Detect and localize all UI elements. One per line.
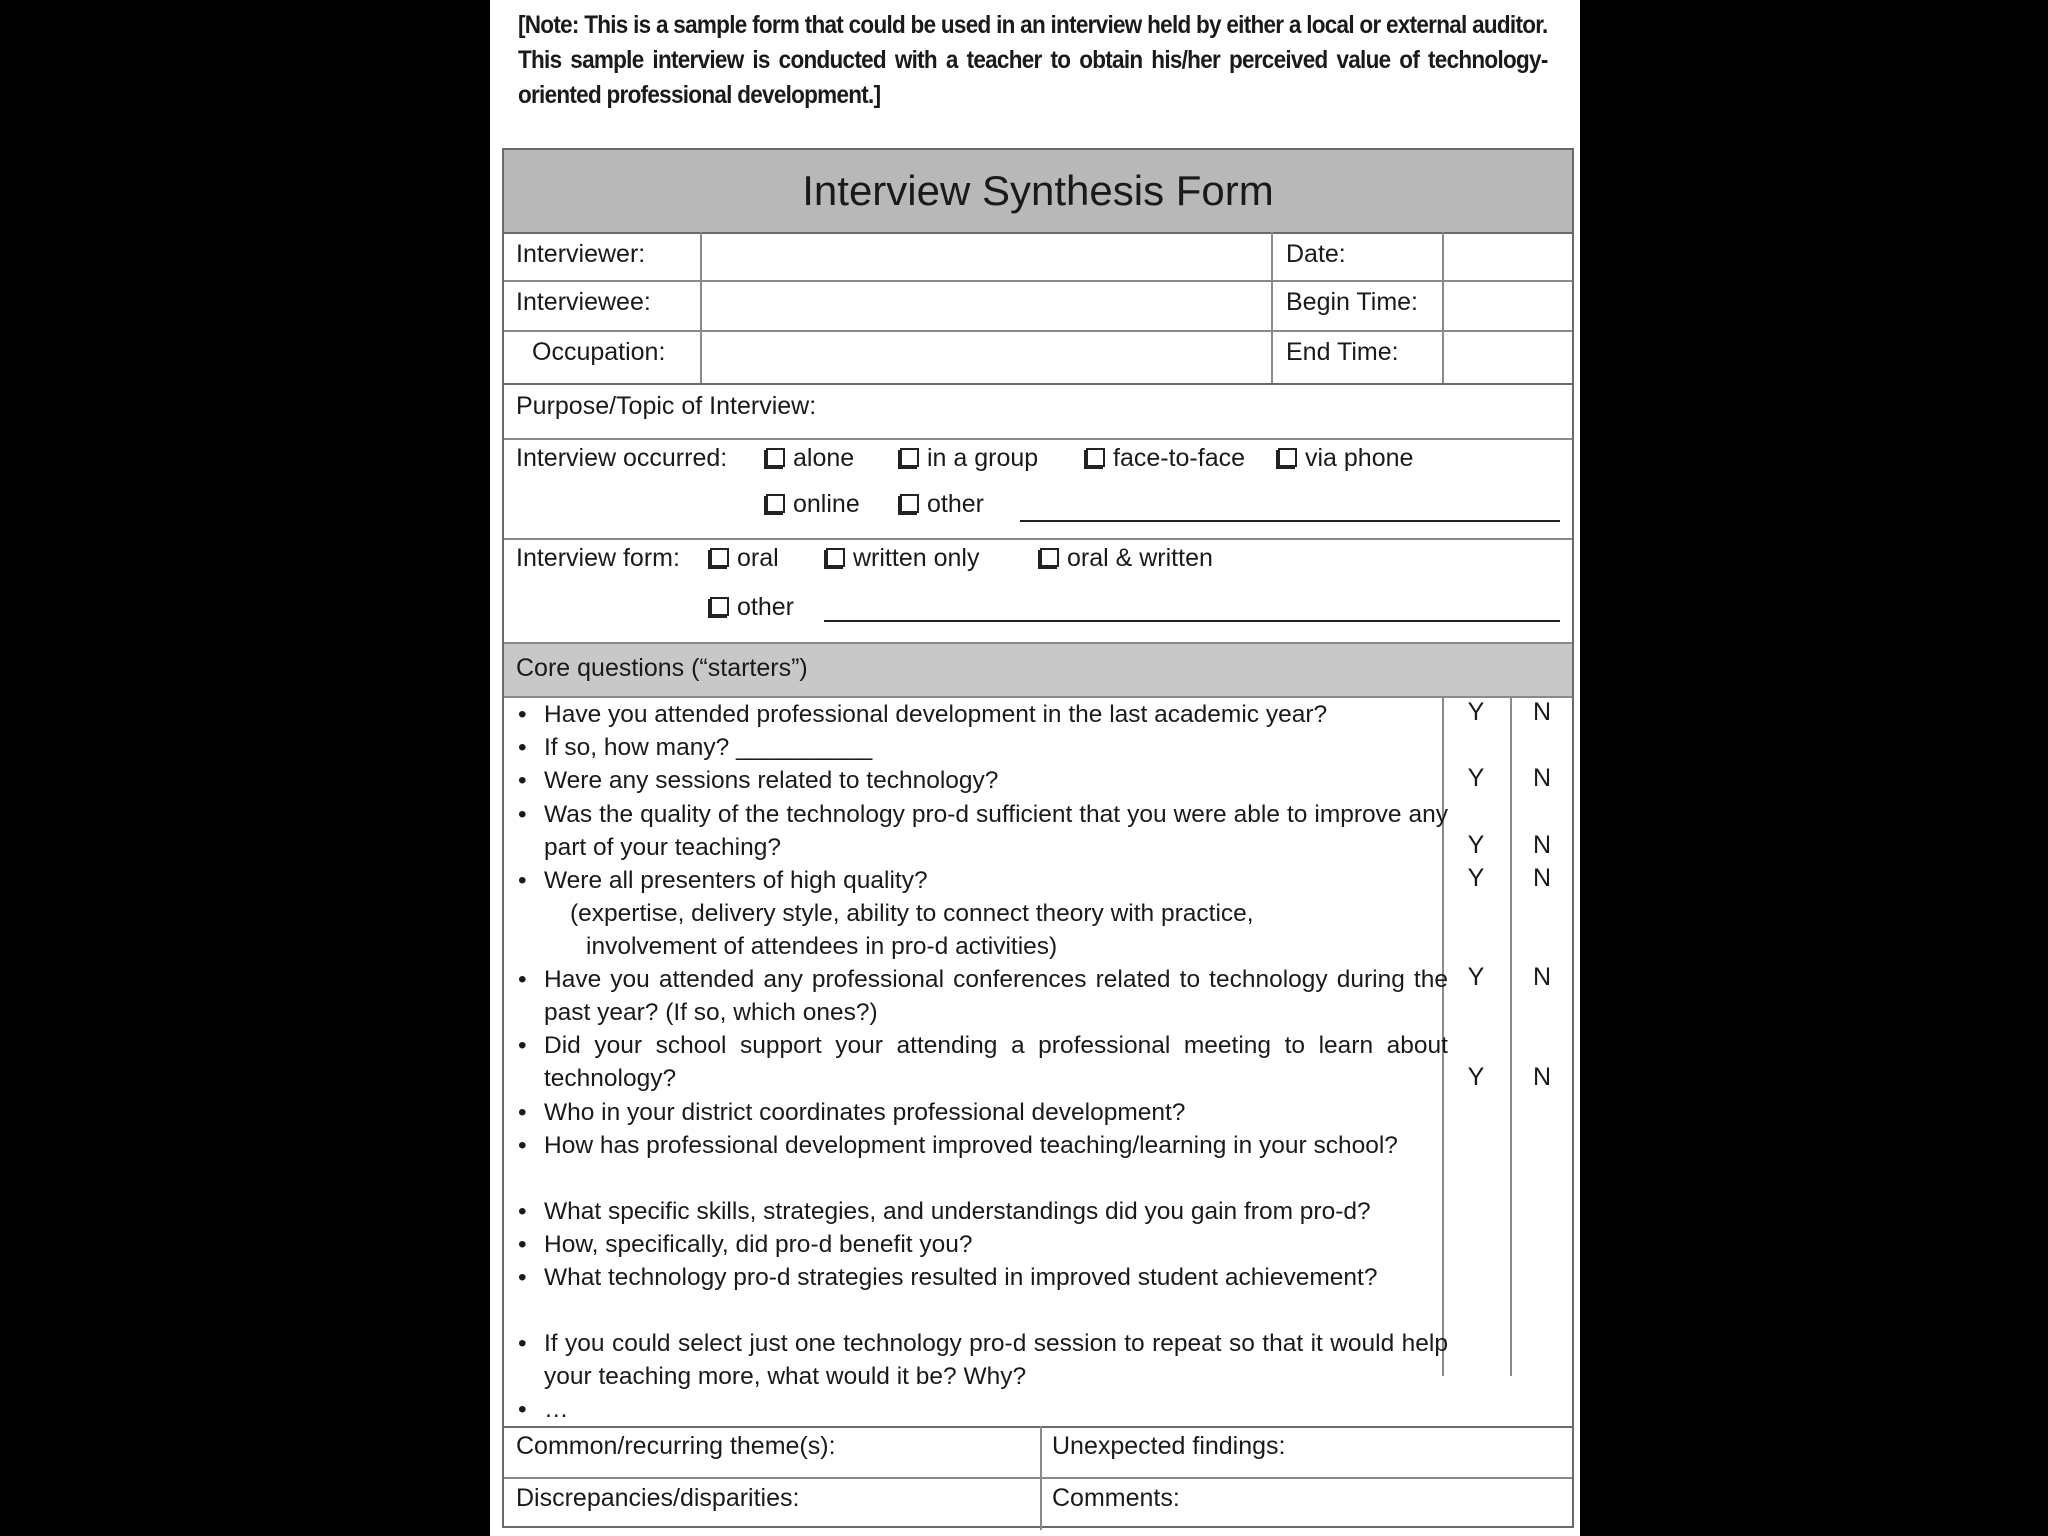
yes-option[interactable]: Y [1467,963,1485,991]
interview-synthesis-form [502,148,1574,1528]
no-option[interactable]: N [1532,864,1552,892]
question-item: • How, specifically, did pro-d benefit you? [518,1231,973,1258]
interviewee-field[interactable] [702,281,1270,329]
checkbox-icon [766,494,785,513]
occupation-field[interactable] [702,331,1270,382]
checkbox-icon [1040,548,1059,567]
begin-time-label: Begin Time: [1286,288,1419,316]
question-item: • Have you attended professional development in the last academic year? [518,701,1328,728]
core-questions-header: Core questions (“starters”) [504,642,1572,698]
interviewee-label: Interviewee: [516,288,651,316]
occurred-label: Interview occurred: [516,444,728,472]
form-other-line[interactable] [824,620,1560,622]
document-page [490,0,1580,1536]
discrepancies-label: Discrepancies/disparities: [516,1484,800,1512]
no-option[interactable]: N [1532,764,1552,792]
no-option[interactable]: N [1532,963,1552,991]
occurred-option-phone[interactable]: via phone [1278,444,1413,473]
occurred-option-other[interactable]: other [900,490,984,519]
interviewer-field[interactable] [702,232,1270,280]
question-item: • Were any sessions related to technology? [518,767,999,794]
occurred-option-group[interactable]: in a group [900,444,1038,473]
occurred-option-online[interactable]: online [766,490,860,519]
no-option[interactable]: N [1532,831,1552,859]
yes-option[interactable]: Y [1467,831,1485,859]
question-item: • Were all presenters of high quality? [518,867,928,894]
end-time-label: End Time: [1286,338,1399,366]
checkbox-icon [710,548,729,567]
occurred-option-face-to-face[interactable]: face-to-face [1086,444,1245,473]
question-item: • What technology pro-d strategies resulted in improved student achievement? [518,1264,1378,1291]
question-item: • Did your school support your attending a professional meeting to learn about technology? [518,1032,1448,1092]
checkbox-icon [766,448,785,467]
no-option[interactable]: N [1532,1063,1552,1091]
checkbox-icon [710,597,729,616]
checkbox-icon [1086,448,1105,467]
date-field[interactable] [1444,232,1572,280]
question-item: • If you could select just one technology pro-d session to repeat so that it would help your teaching more, what would it be? Why? [518,1330,1448,1390]
form-option-oral[interactable]: oral [710,544,779,573]
comments-label: Comments: [1052,1484,1180,1512]
checkbox-icon [900,448,919,467]
themes-label: Common/recurring theme(s): [516,1432,836,1460]
yes-option[interactable]: Y [1467,864,1485,892]
form-title: Interview Synthesis Form [504,150,1572,234]
purpose-label: Purpose/Topic of Interview: [516,392,817,420]
yes-option[interactable]: Y [1467,698,1485,726]
question-item: • Have you attended any professional conferences related to technology during the past year? (If so, which ones?) [518,966,1448,1026]
question-detail: (expertise, delivery style, ability to connect theory with practice, [570,900,1254,927]
question-item: • … [518,1396,569,1423]
form-option-oral-written[interactable]: oral & written [1040,544,1213,573]
question-item: • If so, how many? __________ [518,734,873,761]
question-item: • Was the quality of the technology pro-d sufficient that you were able to improve any part of your teaching? [518,801,1448,861]
form-option-other[interactable]: other [710,593,794,622]
checkbox-icon [900,494,919,513]
end-time-field[interactable] [1444,331,1572,382]
occurred-other-line[interactable] [1020,520,1560,522]
checkbox-icon [826,548,845,567]
checkbox-icon [1278,448,1297,467]
begin-time-field[interactable] [1444,281,1572,329]
question-item: • What specific skills, strategies, and understandings did you gain from pro-d? [518,1198,1371,1225]
yes-option[interactable]: Y [1467,764,1485,792]
interviewer-label: Interviewer: [516,240,646,268]
date-label: Date: [1286,240,1346,268]
unexpected-label: Unexpected findings: [1052,1432,1286,1460]
occurred-option-alone[interactable]: alone [766,444,854,473]
interview-form-label: Interview form: [516,544,680,572]
question-item: • How has professional development improved teaching/learning in your school? [518,1132,1398,1159]
form-option-written-only[interactable]: written only [826,544,979,573]
question-item: • Who in your district coordinates professional development? [518,1099,1186,1126]
yes-option[interactable]: Y [1467,1063,1485,1091]
intro-note: [Note: This is a sample form that could be used in an interview held by either a local or external auditor. This sample interview is conducted with a teacher to obtain his/her perceived value of technology-oriented professional development.] [518,11,1548,109]
question-detail: involvement of attendees in pro-d activities) [586,933,1058,960]
no-option[interactable]: N [1532,698,1552,726]
occupation-label: Occupation: [532,338,666,366]
